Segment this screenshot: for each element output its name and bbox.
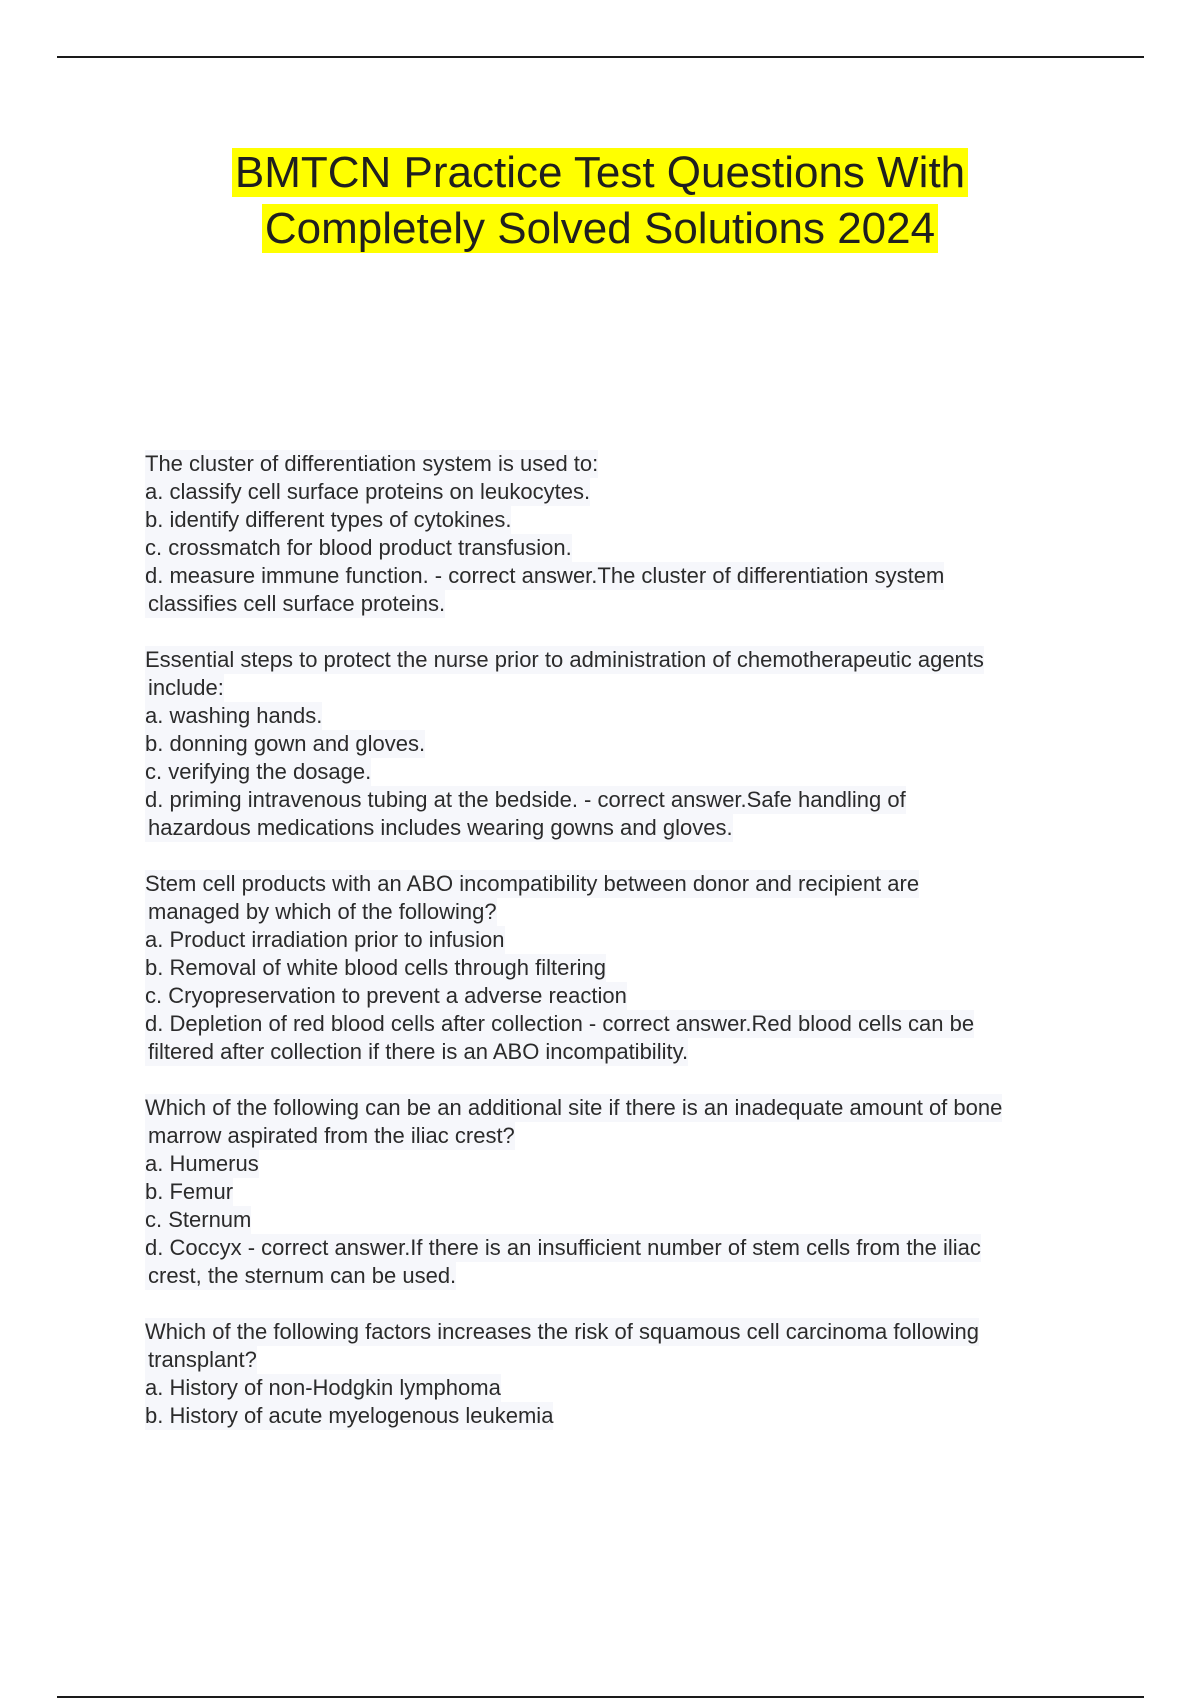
answer-option-c: c. verifying the dosage.	[145, 759, 372, 784]
question-text: The cluster of differentiation system is used to:	[145, 451, 599, 476]
answer-option-b: b. donning gown and gloves.	[145, 731, 426, 756]
question-text-continued: include:	[145, 674, 224, 702]
answer-option-a: a. Product irradiation prior to infusion	[145, 927, 505, 952]
question-block-1	[145, 450, 1085, 618]
answer-explanation: hazardous medications includes wearing gowns and gloves.	[145, 814, 733, 842]
question-block-2	[145, 646, 1085, 842]
answer-option-b: b. Removal of white blood cells through filtering	[145, 955, 607, 980]
answer-option-b: b. identify different types of cytokines.	[145, 507, 512, 532]
answer-option-c: c. Sternum	[145, 1207, 252, 1232]
answer-option-c: c. crossmatch for blood product transfusion.	[145, 535, 572, 560]
question-text: Which of the following can be an additional site if there is an inadequate amount of bone	[145, 1095, 1003, 1120]
answer-explanation: crest, the sternum can be used.	[145, 1262, 456, 1290]
answer-option-d: d. Depletion of red blood cells after collection - correct answer.Red blood cells can be	[145, 1011, 975, 1036]
question-text-continued: managed by which of the following?	[145, 898, 497, 926]
answer-option-c: c. Cryopreservation to prevent a adverse reaction	[145, 983, 627, 1008]
answer-explanation: filtered after collection if there is an ABO incompatibility.	[145, 1038, 688, 1066]
answer-option-b: b. History of acute myelogenous leukemia	[145, 1403, 554, 1428]
title-line-2: Completely Solved Solutions 2024	[262, 204, 938, 253]
answer-option-d: d. priming intravenous tubing at the bedside. - correct answer.Safe handling of	[145, 787, 906, 812]
answer-option-a: a. washing hands.	[145, 703, 323, 728]
answer-explanation: classifies cell surface proteins.	[145, 590, 445, 618]
question-text: Stem cell products with an ABO incompatibility between donor and recipient are	[145, 871, 920, 896]
questions-body	[145, 450, 1085, 1458]
top-divider	[57, 56, 1144, 58]
question-text: Essential steps to protect the nurse prior to administration of chemotherapeutic agents	[145, 647, 984, 672]
bottom-divider	[57, 1696, 1144, 1698]
answer-option-b: b. Femur	[145, 1179, 234, 1204]
question-text: Which of the following factors increases the risk of squamous cell carcinoma following	[145, 1319, 979, 1344]
question-text-continued: marrow aspirated from the iliac crest?	[145, 1122, 515, 1150]
question-block-5	[145, 1318, 1085, 1430]
title-line-1: BMTCN Practice Test Questions With	[232, 148, 968, 197]
answer-option-d: d. Coccyx - correct answer.If there is an insufficient number of stem cells from the iliac	[145, 1235, 981, 1260]
question-text-continued: transplant?	[145, 1346, 257, 1374]
answer-option-a: a. History of non-Hodgkin lymphoma	[145, 1375, 501, 1400]
answer-option-d: d. measure immune function. - correct answer.The cluster of differentiation system	[145, 563, 945, 588]
document-title	[0, 145, 1200, 257]
question-block-3	[145, 870, 1085, 1066]
question-block-4	[145, 1094, 1085, 1290]
answer-option-a: a. classify cell surface proteins on leukocytes.	[145, 479, 591, 504]
answer-option-a: a. Humerus	[145, 1151, 259, 1176]
